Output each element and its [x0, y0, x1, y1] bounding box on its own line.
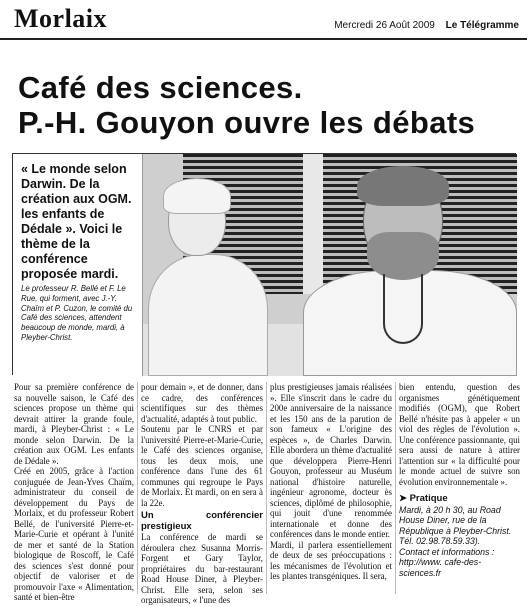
column-3 [270, 382, 392, 594]
body-paragraph: plus prestigieuses jamais réalisées ». Elle s'inscrit dans le cadre du 200e anniversaire de la naissance et les 150 ans de la parution de son fameux « L'origine des espèces », de Charles Darwin. Elle abordera un thème d'actualité que développera Pierre-Henri Gouyon, professeur au Muséum national d'histoire naturelle, ingénieur agronome, docteur ès sciences, diplômé de philosophie, qui jouit d'une renommée internationale et donne des conférences dans le monde entier. [270, 382, 392, 539]
body-paragraph: Mardi, il parlera essentiellement de deux de ses préoccupations : les mécanismes de l'évolution et les plantes transgéniques. Il sera, [270, 539, 392, 581]
publication-date: Mercredi 26 Août 2009 [334, 20, 435, 31]
headline-line-1: Café des sciences. [18, 70, 303, 105]
woman-hair [163, 178, 231, 214]
column-2 [141, 382, 263, 605]
pratique-details: Mardi, à 20 h 30, au Road House Diner, rue de la République à Pleyber-Christ. [399, 504, 512, 536]
body-paragraph: bien entendu, question des organismes génétiquement modifiés (OGM), que Robert Bellé n'hésite pas à appeler « un viol des règles de l'évolution ». Une conférence passionnante, qui sera aussi de nature à attirer l'attention sur « la difficulté pour le monde actuel de suivre son évolution environnementale ». [399, 382, 520, 487]
section-name: Morlaix [14, 4, 108, 33]
column-1 [14, 382, 134, 602]
man-hair [357, 166, 449, 206]
subheading: Un conférencier prestigieux [141, 510, 263, 532]
body-paragraph: Soutenu par le CNRS et par l'université Pierre-et-Marie-Curie, le Café des sciences organise, tous les deux mois, une conférence dans l'une des 61 communes qui regroupe le Pays de Morlaix. Et mardi, on en sera à la 22e. [141, 424, 263, 508]
header-meta [334, 20, 519, 31]
pratique-contact: Contact et informations : http://www. cafe-des-sciences.fr [399, 546, 495, 579]
glasses-cord [383, 274, 423, 344]
article-body [14, 382, 520, 605]
photo-two-people-icon [143, 154, 517, 376]
man-beard [367, 232, 439, 280]
headline-line-2: P.-H. Gouyon ouvre les débats [18, 105, 476, 140]
photo-panel [12, 153, 516, 375]
window-gap [303, 154, 323, 294]
intro-box [13, 154, 143, 376]
newspaper-name: Le Télégramme [445, 20, 519, 31]
body-paragraph: pour demain », et de donner, dans ce cadre, des conférences scientifiques sur des thèmes d'actualité, adaptés à tout public. [141, 382, 263, 424]
body-paragraph: Pour sa première conférence de sa nouvelle saison, le Café des sciences propose un thème qui devrait attirer la grande foule, mardi, à Pleyber-Christ : « Le monde selon Darwin. De la création aux OGM. Les enfants de Dédale ». [14, 382, 134, 466]
column-divider [395, 382, 396, 594]
photo-caption: Le professeur R. Bellé et F. Le Rue, qui forment, avec J.-Y. Chaïm et P. Cuzon, le comité du Café des sciences, attendent beaucoup de monde, mardi, à Pleyber-Christ. [21, 284, 133, 342]
page-header [0, 0, 527, 40]
column-divider [137, 382, 138, 594]
woman-figure [148, 254, 268, 376]
body-paragraph: La conférence de mardi se déroulera chez Susanna Morris-Forgent et Gary Taylor, propriétaires du bar-restaurant Road House Diner, à Pleyber-Christ. Elle sera, selon ses organisateurs, « l'une des [141, 532, 263, 605]
column-4 [399, 382, 520, 594]
headline [18, 70, 518, 140]
pratique-title: ➤ Pratique [399, 493, 448, 504]
body-paragraph: Créé en 2005, grâce à l'action conjuguée de Jean-Yves Chaïm, administrateur du conseil de développement du Pays de Morlaix, et du professeur Robert Bellé, de l'université Pierre-et-Marie-Curie et opérant à l'unité de mer et santé de la Station biologique de Roscoff, le Café des sciences s'est donné pour objectif de valoriser et de promouvoir l'axe « Alimentation, santé et bien-être [14, 466, 134, 602]
intro-text: « Le monde selon Darwin. De la création aux OGM. les enfants de Dédale ». Voici le thème de la conférence proposée mardi. [21, 162, 132, 281]
pratique-phone: Tél. 02.98.78.59.33). [399, 536, 481, 547]
column-divider [266, 382, 267, 594]
